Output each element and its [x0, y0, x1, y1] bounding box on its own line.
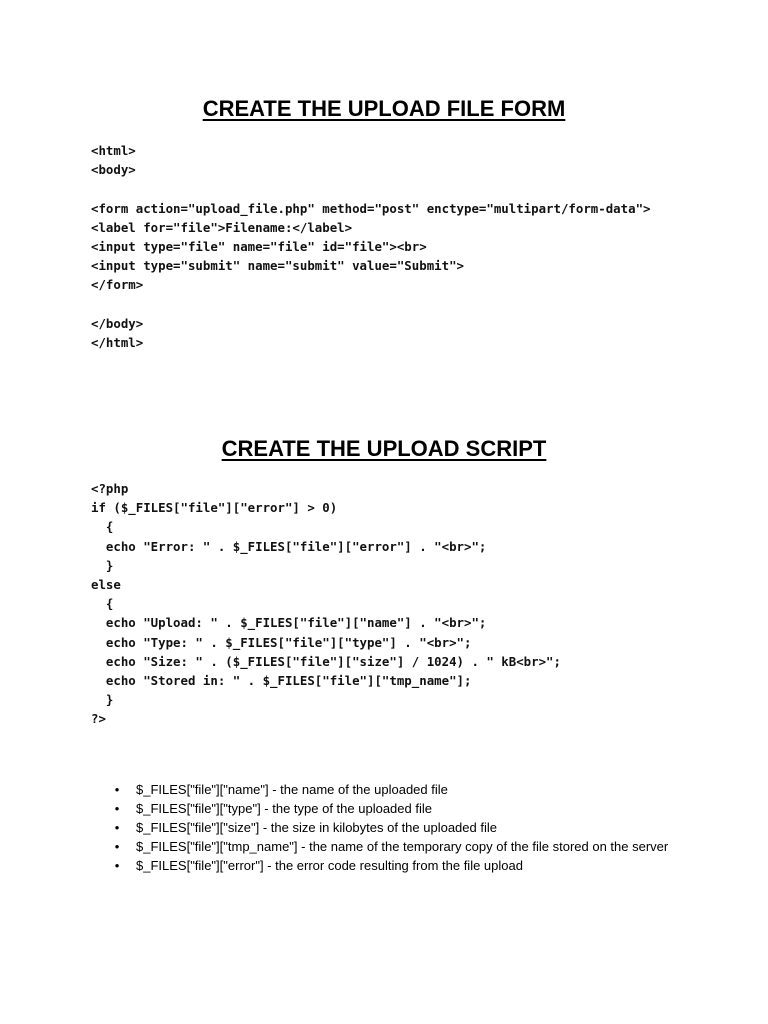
section-heading-upload-form: CREATE THE UPLOAD FILE FORM	[202, 96, 566, 121]
bullet-icon: •	[114, 801, 120, 816]
files-array-description-list	[112, 780, 692, 875]
list-item-text: $_FILES["file"]["error"] - the error code resulting from the file upload	[136, 858, 523, 873]
list-item	[112, 856, 692, 875]
section-heading-upload-script: CREATE THE UPLOAD SCRIPT	[221, 436, 547, 461]
list-item	[112, 799, 692, 818]
bullet-icon: •	[114, 782, 120, 797]
list-item	[112, 780, 692, 799]
bullet-icon: •	[114, 839, 120, 854]
list-item-text: $_FILES["file"]["tmp_name"] - the name of the temporary copy of the file stored on the server	[136, 839, 669, 854]
list-item-text: $_FILES["file"]["name"] - the name of the uploaded file	[136, 782, 448, 797]
bullet-icon: •	[114, 858, 120, 873]
code-block-html-form: <html> <body> <form action="upload_file.php" method="post" enctype="multipart/form-data"> <label for="file">Filename:</label> <input type="file" name="file" id="file"><br> <input type="submit" name="submit" value="Submit"> </form> </body> </html>	[91, 143, 651, 351]
list-item	[112, 837, 692, 856]
list-item-text: $_FILES["file"]["type"] - the type of the uploaded file	[136, 801, 432, 816]
bullet-icon: •	[114, 820, 120, 835]
code-block-php-script: <?php if ($_FILES["file"]["error"] > 0) { echo "Error: " . $_FILES["file"]["error"] . "<br>"; } else { echo "Upload: " . $_FILES["file"]["name"] . "<br>"; echo "Type: " . $_FILES["file"]["type"] . "<br>"; echo "Size: " . ($_FILES["file"]["size"] / 1024) . " kB<br>"; echo "Stored in: " . $_FILES["file"]["tmp_name"]; } ?>	[91, 481, 561, 727]
list-item-text: $_FILES["file"]["size"] - the size in kilobytes of the uploaded file	[136, 820, 497, 835]
list-item	[112, 818, 692, 837]
